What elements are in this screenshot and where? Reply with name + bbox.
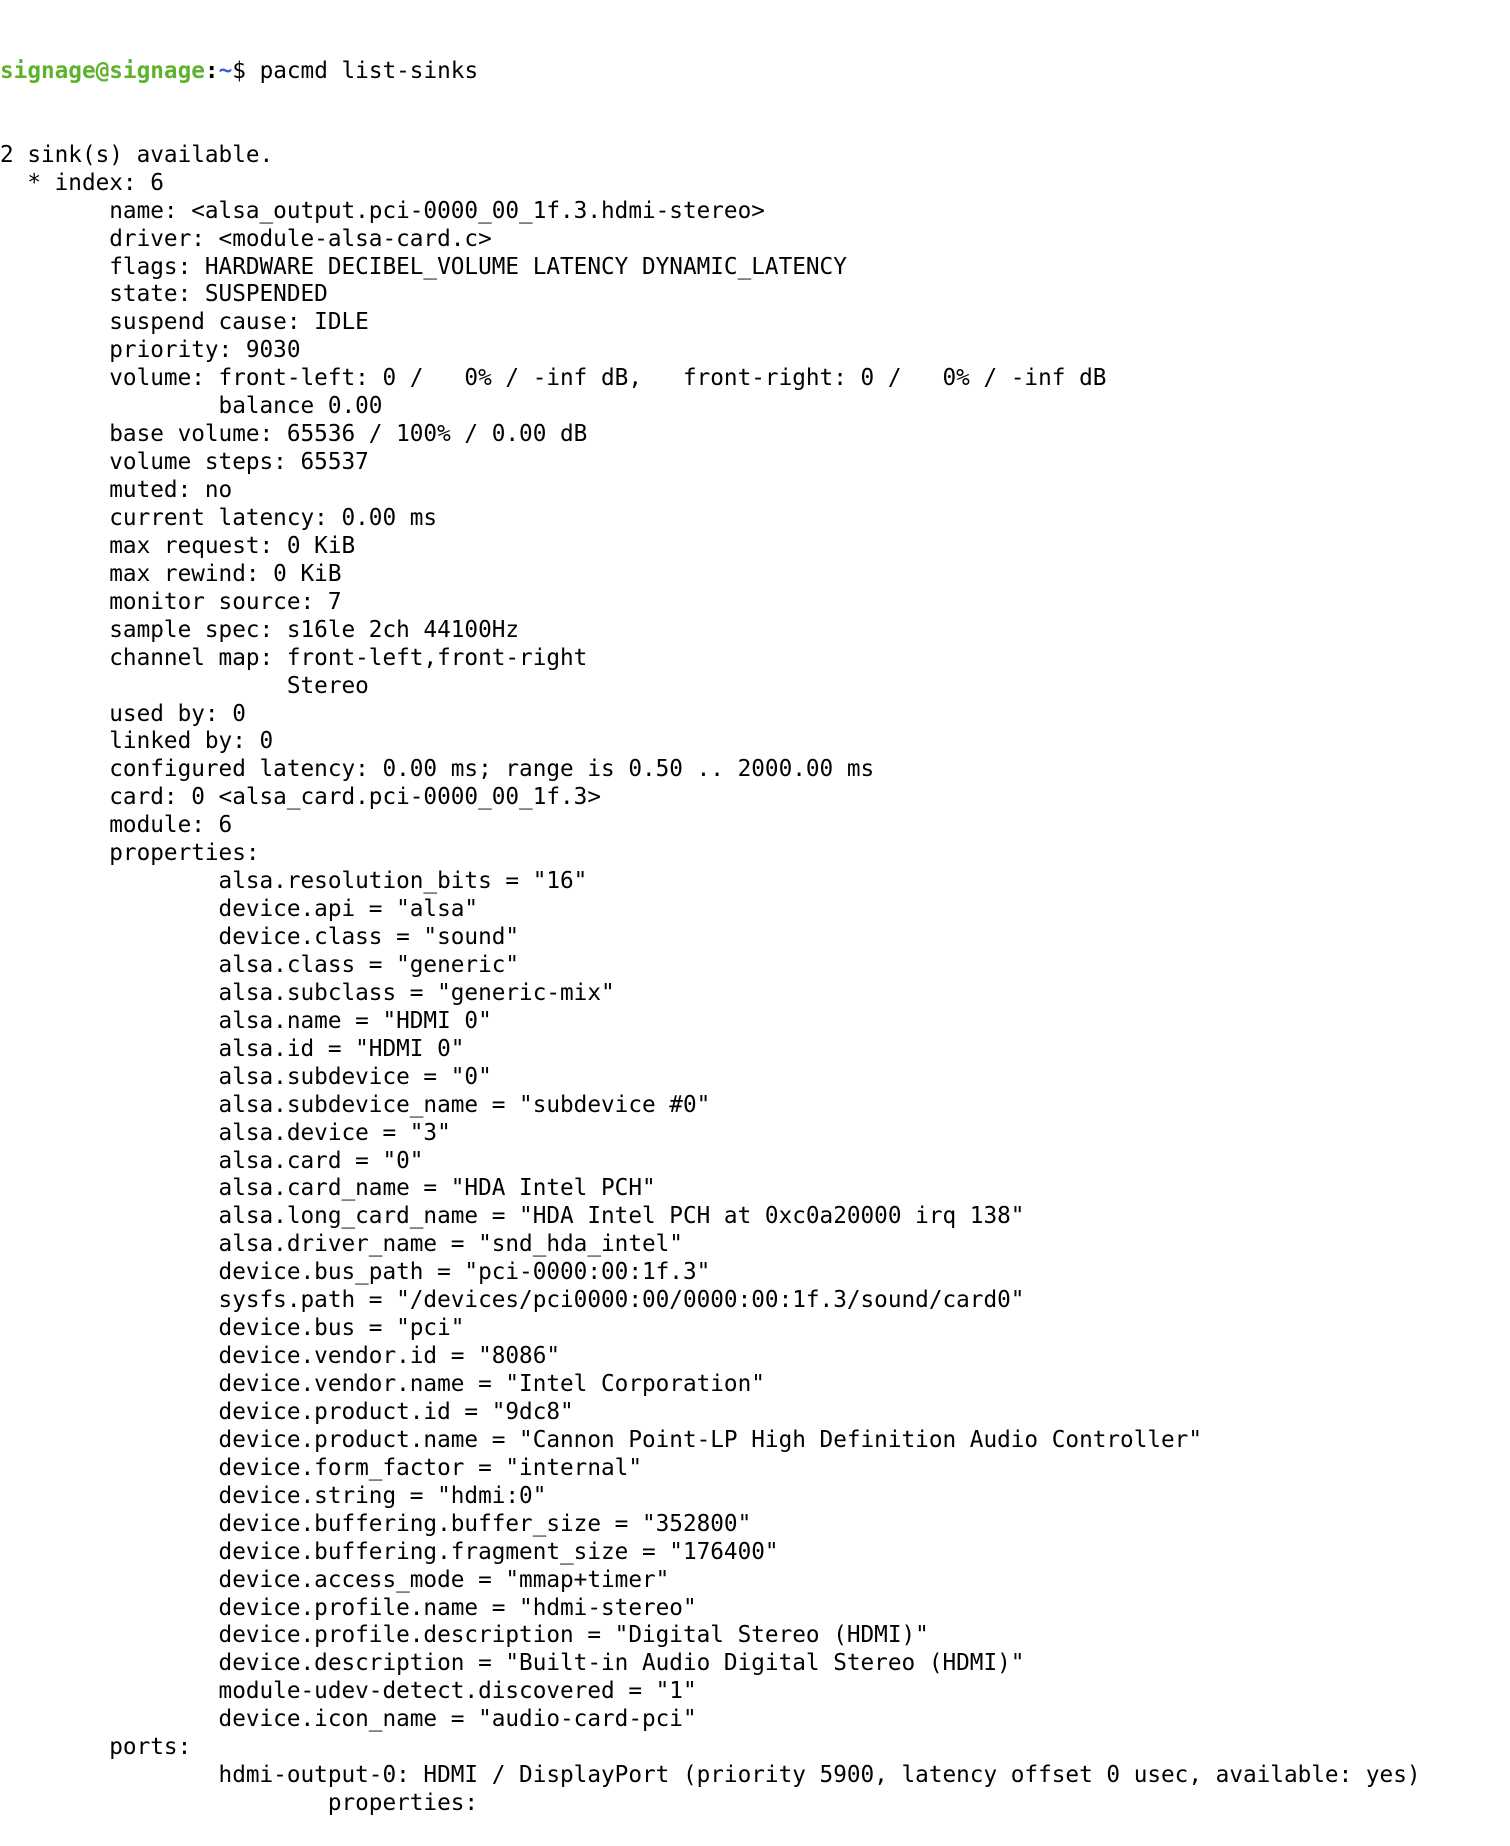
output-line: volume: front-left: 0 / 0% / -inf dB, front-right: 0 / 0% / -inf dB xyxy=(0,365,1107,392)
prompt-command: pacmd list-sinks xyxy=(259,57,479,84)
output-line: device.api = "alsa" xyxy=(0,896,479,923)
output-line: alsa.resolution_bits = "16" xyxy=(0,868,588,895)
output-line: module-udev-detect.discovered = "1" xyxy=(0,1678,697,1705)
output-line: sample spec: s16le 2ch 44100Hz xyxy=(0,616,520,643)
prompt-separator: : xyxy=(204,57,219,84)
output-line: alsa.long_card_name = "HDA Intel PCH at 0xc0a20000 irq 138" xyxy=(0,1203,1025,1230)
output-line: alsa.subdevice = "0" xyxy=(0,1063,492,1090)
output-line: device.form_factor = "internal" xyxy=(0,1454,642,1481)
output-line: device.string = "hdmi:0" xyxy=(0,1482,547,1509)
output-line: base volume: 65536 / 100% / 0.00 dB xyxy=(0,421,588,448)
output-line: configured latency: 0.00 ms; range is 0.50 .. 2000.00 ms xyxy=(0,756,875,783)
output-line: flags: HARDWARE DECIBEL_VOLUME LATENCY DYNAMIC_LATENCY xyxy=(0,253,847,280)
output-line: alsa.id = "HDMI 0" xyxy=(0,1035,465,1062)
output-line: properties: xyxy=(0,840,260,867)
output-line: device.icon_name = "audio-card-pci" xyxy=(0,1706,697,1733)
output-line: alsa.class = "generic" xyxy=(0,951,520,978)
output-line: max rewind: 0 KiB xyxy=(0,560,342,587)
output-line: sysfs.path = "/devices/pci0000:00/0000:00:1f.3/sound/card0" xyxy=(0,1287,1025,1314)
output-line: driver: <module-alsa-card.c> xyxy=(0,225,492,252)
output-line: device.product.name = "Cannon Point-LP High Definition Audio Controller" xyxy=(0,1426,1202,1453)
output-line: device.buffering.buffer_size = "352800" xyxy=(0,1510,752,1537)
output-line: device.profile.name = "hdmi-stereo" xyxy=(0,1594,697,1621)
output-line: Stereo xyxy=(0,672,369,699)
output-line: state: SUSPENDED xyxy=(0,281,328,308)
output-line: max request: 0 KiB xyxy=(0,532,356,559)
output-line: device.vendor.id = "8086" xyxy=(0,1343,561,1370)
output-line: alsa.device = "3" xyxy=(0,1119,451,1146)
output-line: alsa.name = "HDMI 0" xyxy=(0,1007,492,1034)
output-line: channel map: front-left,front-right xyxy=(0,644,588,671)
output-line: alsa.driver_name = "snd_hda_intel" xyxy=(0,1231,683,1258)
output-line: device.product.id = "9dc8" xyxy=(0,1398,574,1425)
output-line: device.vendor.name = "Intel Corporation" xyxy=(0,1371,765,1397)
prompt-user-host: signage@signage xyxy=(0,57,205,84)
prompt-symbol: $ xyxy=(232,57,260,84)
output-line: alsa.subclass = "generic-mix" xyxy=(0,979,615,1006)
output-line: device.buffering.fragment_size = "176400" xyxy=(0,1538,779,1565)
output-line: 2 sink(s) available. xyxy=(0,141,274,168)
output-line: alsa.card_name = "HDA Intel PCH" xyxy=(0,1175,656,1202)
output-line: name: <alsa_output.pci-0000_00_1f.3.hdmi-stereo> xyxy=(0,197,765,224)
command-output xyxy=(0,142,1510,1818)
prompt-line xyxy=(0,58,1510,86)
output-line: device.bus = "pci" xyxy=(0,1315,465,1342)
output-line: balance 0.00 xyxy=(0,393,383,420)
output-line: used by: 0 xyxy=(0,700,246,727)
output-line: current latency: 0.00 ms xyxy=(0,504,438,531)
output-line: muted: no xyxy=(0,477,233,503)
output-line: device.access_mode = "mmap+timer" xyxy=(0,1566,670,1593)
output-line: alsa.subdevice_name = "subdevice #0" xyxy=(0,1091,711,1118)
output-line: monitor source: 7 xyxy=(0,588,342,615)
output-line: linked by: 0 xyxy=(0,728,274,755)
output-line: device.bus_path = "pci-0000:00:1f.3" xyxy=(0,1259,711,1286)
output-line: device.class = "sound" xyxy=(0,924,520,950)
output-line: card: 0 <alsa_card.pci-0000_00_1f.3> xyxy=(0,784,601,811)
prompt-cwd: ~ xyxy=(218,57,233,84)
output-line: suspend cause: IDLE xyxy=(0,309,369,336)
output-line: ports: xyxy=(0,1734,192,1761)
output-line: hdmi-output-0: HDMI / DisplayPort (priority 5900, latency offset 0 usec, available: yes) xyxy=(0,1762,1421,1789)
output-line: device.description = "Built-in Audio Digital Stereo (HDMI)" xyxy=(0,1650,1025,1677)
output-line: * index: 6 xyxy=(0,169,164,196)
output-line: module: 6 xyxy=(0,812,233,839)
output-line: priority: 9030 xyxy=(0,337,301,364)
output-line: properties: xyxy=(0,1790,479,1817)
output-line: volume steps: 65537 xyxy=(0,449,369,476)
output-line: alsa.card = "0" xyxy=(0,1147,424,1174)
output-line: device.profile.description = "Digital Stereo (HDMI)" xyxy=(0,1622,929,1649)
